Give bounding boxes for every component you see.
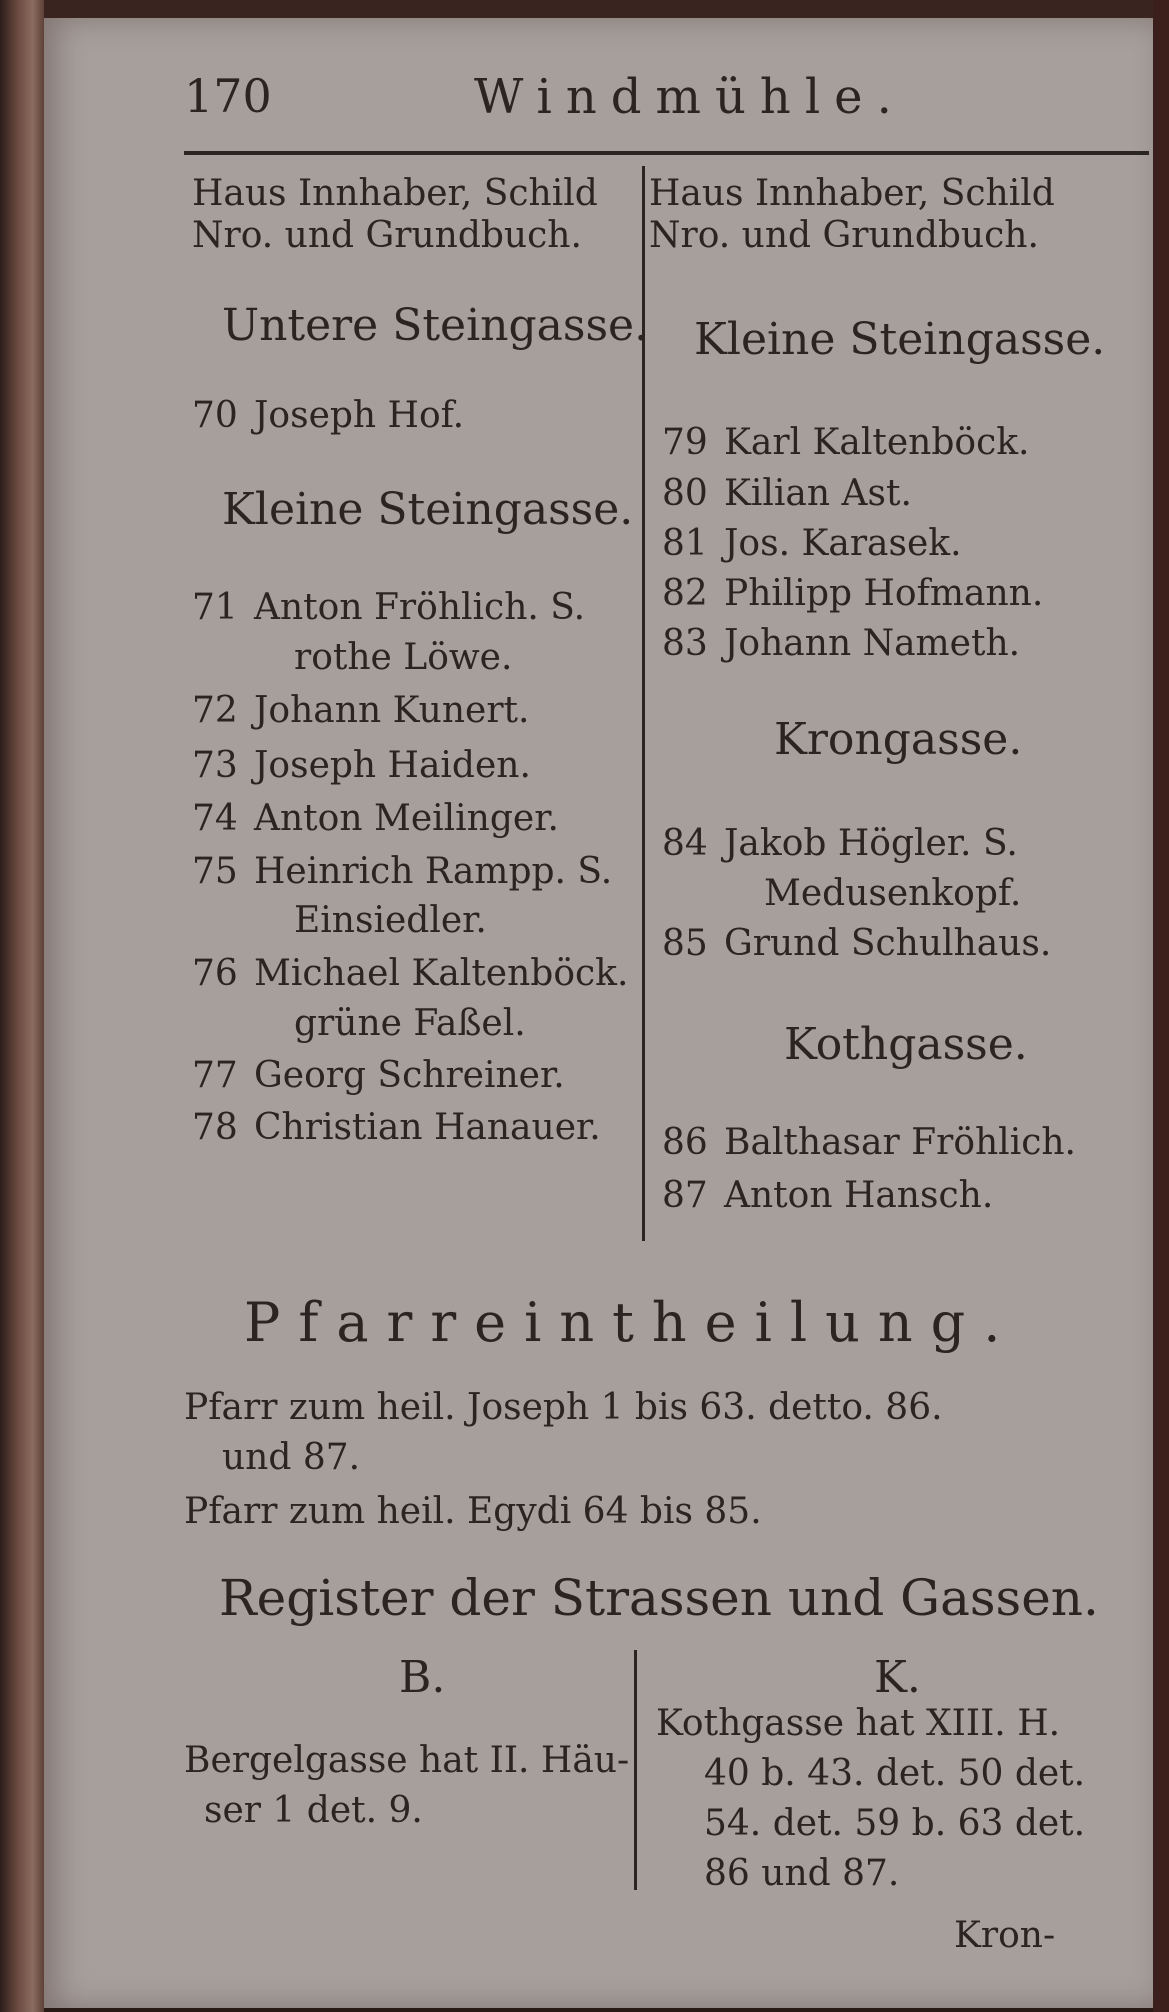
running-head: Windmühle. <box>474 69 906 125</box>
entry-name: Christian Hanauer. <box>254 1107 601 1148</box>
entry-number: 72 <box>192 690 238 731</box>
register-heading: Register der Strassen und Gassen. <box>219 1569 1099 1627</box>
book-page <box>44 18 1153 2008</box>
entry-number: 80 <box>662 473 708 514</box>
register-letter: B. <box>399 1652 446 1703</box>
entry-name: Michael Kaltenböck. <box>254 953 629 994</box>
entry-continuation: grüne Faßel. <box>294 1003 526 1044</box>
right-edge <box>1153 0 1169 2012</box>
entry-number: 77 <box>192 1055 238 1096</box>
entry-number: 84 <box>662 823 708 864</box>
register-letter: K. <box>874 1652 921 1703</box>
page-number: 170 <box>184 69 272 123</box>
register-line: 40 b. 43. det. 50 det. <box>704 1753 1086 1794</box>
register-line: ser 1 det. 9. <box>204 1790 423 1831</box>
entry-name: Georg Schreiner. <box>254 1055 565 1096</box>
entry-number: 76 <box>192 953 238 994</box>
parish-line: Pfarr zum heil. Egydi 64 bis 85. <box>184 1491 762 1532</box>
entry-number: 83 <box>662 623 708 664</box>
parish-heading: Pfarreintheilung. <box>244 1291 1019 1354</box>
entry-number: 81 <box>662 523 708 564</box>
entry-name: Joseph Haiden. <box>254 745 531 786</box>
entry-name: Grund Schulhaus. <box>724 923 1052 964</box>
book-spine <box>0 0 44 2012</box>
entry-name: Karl Kaltenböck. <box>724 422 1030 463</box>
entry-name: Anton Meilinger. <box>254 798 559 839</box>
entry-number: 73 <box>192 745 238 786</box>
register-line: Kothgasse hat XIII. H. <box>656 1703 1061 1744</box>
parish-line: und 87. <box>222 1437 361 1478</box>
right-colhead-1: Haus Innhaber, Schild <box>649 173 1055 214</box>
entry-number: 74 <box>192 798 238 839</box>
entry-name: Heinrich Rampp. S. <box>254 851 613 892</box>
left-colhead-1: Haus Innhaber, Schild <box>192 173 598 214</box>
header-rule <box>184 151 1149 155</box>
entry-number: 78 <box>192 1107 238 1148</box>
entry-name: Jakob Högler. S. <box>724 823 1018 864</box>
entry-continuation: Medusenkopf. <box>764 873 1022 914</box>
section-heading: Kothgasse. <box>784 1019 1028 1070</box>
register-line: Bergelgasse hat II. Häu- <box>184 1740 630 1781</box>
entry-number: 71 <box>192 587 238 628</box>
entry-name: Joseph Hof. <box>254 395 465 436</box>
entry-number: 70 <box>192 395 238 436</box>
entry-continuation: rothe Löwe. <box>294 637 513 678</box>
entry-name: Anton Fröhlich. S. <box>254 587 586 628</box>
entry-number: 86 <box>662 1122 708 1163</box>
entry-name: Johann Nameth. <box>724 623 1021 664</box>
entry-continuation: Einsiedler. <box>294 900 487 941</box>
entry-number: 79 <box>662 422 708 463</box>
entry-number: 82 <box>662 573 708 614</box>
left-colhead-2: Nro. und Grundbuch. <box>192 215 582 256</box>
entry-number: 75 <box>192 851 238 892</box>
entry-number: 85 <box>662 923 708 964</box>
entry-name: Balthasar Fröhlich. <box>724 1122 1077 1163</box>
section-heading: Kleine Steingasse. <box>222 484 634 535</box>
right-colhead-2: Nro. und Grundbuch. <box>649 215 1039 256</box>
entry-number: 87 <box>662 1175 708 1216</box>
register-line: 54. det. 59 b. 63 det. <box>704 1803 1086 1844</box>
register-line: 86 und 87. <box>704 1853 900 1894</box>
entry-name: Johann Kunert. <box>254 690 530 731</box>
section-heading: Untere Steingasse. <box>222 300 649 351</box>
register-divider <box>634 1650 637 1890</box>
parish-line: Pfarr zum heil. Joseph 1 bis 63. detto. 86. <box>184 1387 943 1428</box>
catchword: Kron- <box>954 1915 1056 1956</box>
section-heading: Krongasse. <box>774 714 1023 765</box>
entry-name: Kilian Ast. <box>724 473 912 514</box>
entry-name: Philipp Hofmann. <box>724 573 1044 614</box>
entry-name: Anton Hansch. <box>724 1175 994 1216</box>
section-heading: Kleine Steingasse. <box>694 314 1106 365</box>
entry-name: Jos. Karasek. <box>724 523 962 564</box>
